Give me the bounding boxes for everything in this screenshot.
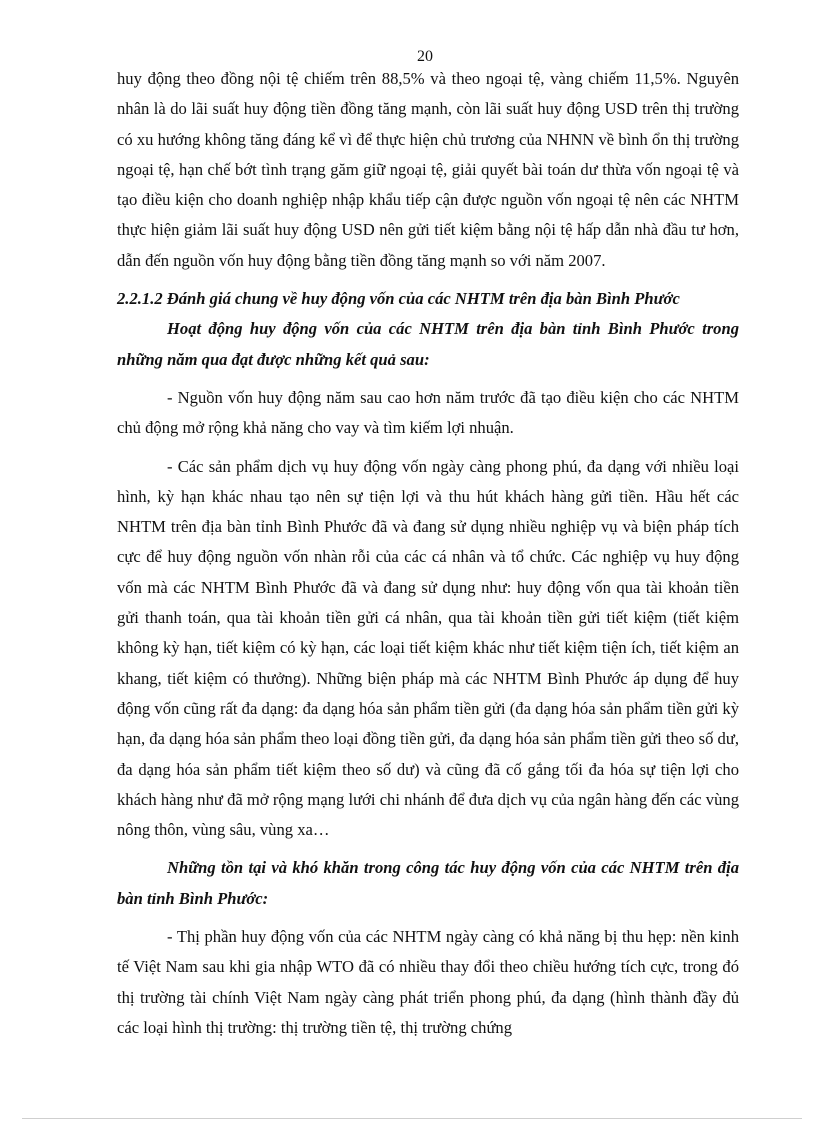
document-body [117,64,739,1043]
subheading-challenges: Những tồn tại và khó khăn trong công tác huy động vốn của các NHTM trên địa bàn tỉnh Bình Phước: [117,858,739,908]
section-heading-general-assessment: 2.2.1.2 Đánh giá chung về huy động vốn của các NHTM trên địa bàn Bình Phước [117,289,680,309]
paragraph-challenge-market-share: - Thị phần huy động vốn của các NHTM ngày càng có khả năng bị thu hẹp: nền kinh tế Việt Nam sau khi gia nhập WTO đã có nhiều thay đổi theo chiều hướng tích cực, trong đó thị trường tài chính Việt Nam ngày càng phát triển phong phú, đa dạng (hình thành đầy đủ các loại hình thị trường: thị trường tiền tệ, thị trường chứng [117,927,739,1037]
subheading-achievements: Hoạt động huy động vốn của các NHTM trên địa bàn tỉnh Bình Phước trong những năm qua đạt được những kết quả sau: [117,319,739,369]
paragraph-achievement-capital-growth: - Nguồn vốn huy động năm sau cao hơn năm trước đã tạo điều kiện cho các NHTM chủ động mở rộng khả năng cho vay và tìm kiếm lợi nhuận. [117,387,739,438]
page-number: 20 [417,48,433,65]
paragraph-achievement-product-diversity: - Các sản phẩm dịch vụ huy động vốn ngày càng phong phú, đa dạng với nhiều loại hình, kỳ hạn khác nhau tạo nên sự tiện lợi và thu hút khách hàng gửi tiền. Hầu hết các NHTM trên địa bàn tỉnh Bình Phước đã và đang sử dụng nhiều nghiệp vụ và biện pháp tích cực để huy động nguồn vốn nhàn rỗi của các cá nhân và tổ chức. Các nghiệp vụ huy động vốn mà các NHTM Bình Phước đã và đang sử dụng như: huy động vốn qua tài khoản tiền gửi thanh toán, qua tài khoản tiền gửi cá nhân, qua tài khoản tiền gửi tiết kiệm (tiết kiệm không kỳ hạn, tiết kiệm có kỳ hạn, các loại tiết kiệm khác như tiết kiệm tiện ích, tiết kiệm an khang, tiết kiệm có thưởng). Những biện pháp mà các NHTM Bình Phước áp dụng để huy động vốn cũng rất đa dạng: đa dạng hóa sản phẩm tiền gửi (đa dạng hóa sản phẩm tiền gửi kỳ hạn, đa dạng hóa sản phẩm theo loại đồng tiền gửi, đa dạng hóa sản phẩm tiền gửi theo số dư, đa dạng hóa sản phẩm tiết kiệm theo số dư) và cũng đã cố gắng tối đa hóa sự tiện lợi cho khách hàng như đã mở rộng mạng lưới chi nhánh để đưa dịch vụ của ngân hàng đến các vùng nông thôn, vùng sâu, vùng xa… [117,456,739,840]
paragraph-funding-currency: huy động theo đồng nội tệ chiếm trên 88,5% và theo ngoại tệ, vàng chiếm 11,5%. Nguyên nhân là do lãi suất huy động tiền đồng tăng mạnh, còn lãi suất huy động USD trên thị trường có xu hướng không tăng đáng kể vì để thực hiện chủ trương của NHNN về bình ổn thị trường ngoại tệ, hạn chế bớt tình trạng găm giữ ngoại tệ, giải quyết bài toán dư thừa vốn ngoại tệ và tạo điều kiện cho doanh nghiệp nhập khẩu tiếp cận được nguồn vốn ngoại tệ nên các NHTM thực hiện giảm lãi suất huy động USD nên gửi tiết kiệm bằng nội tệ hấp dẫn nhà đầu tư hơn, dẫn đến nguồn vốn huy động bằng tiền đồng tăng mạnh so với năm 2007. [117,69,739,270]
page-bottom-border [22,1118,802,1119]
